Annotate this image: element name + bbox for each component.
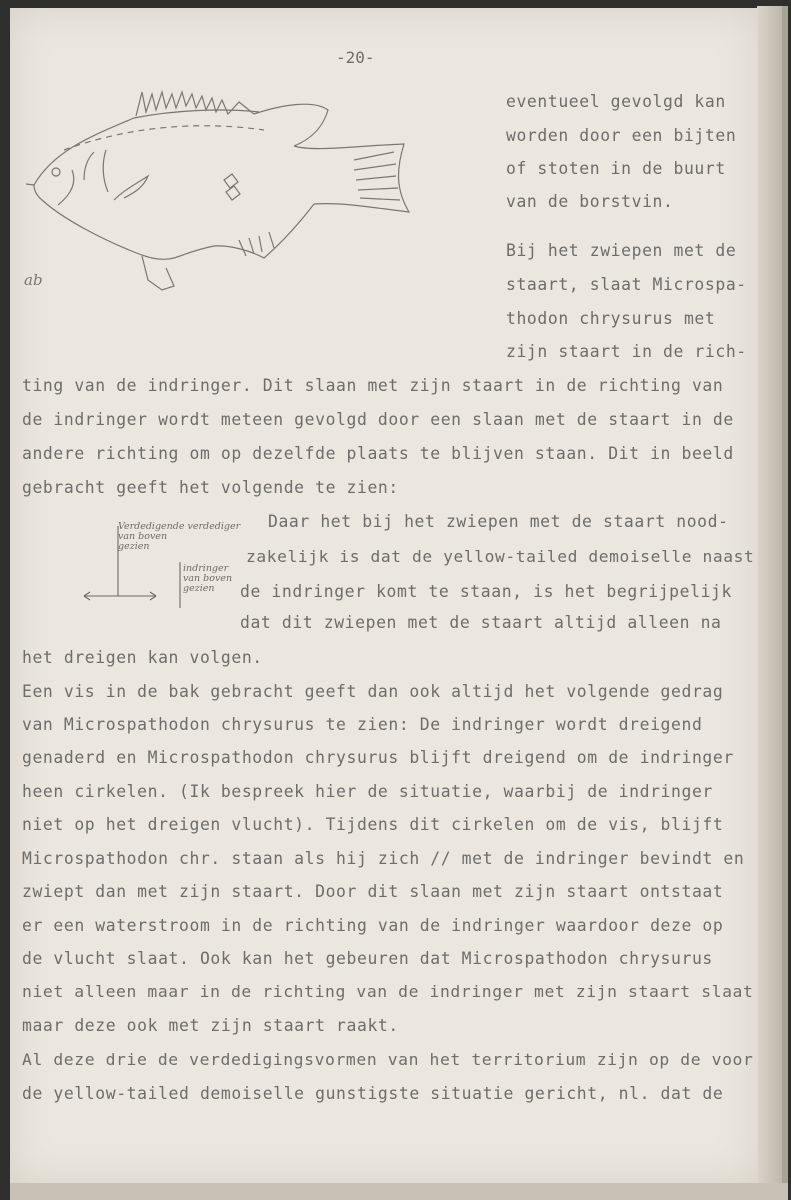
right-column-line: worden door een bijten [506,126,737,145]
diagram-label-defender: Verdedigende verdediger van boven gezien [118,521,241,552]
page-edge [757,6,783,1184]
body-line: zwiept dan met zijn staart. Door dit slaan met zijn staart ontstaat [22,882,724,901]
right-column-line: of stoten in de buurt [506,159,726,178]
body-line: de vlucht slaat. Ook kan het gebeuren dat Microspathodon chrysurus [22,949,713,968]
right-column-line: van de borstvin. [506,192,674,211]
right-column-line: Bij het zwiepen met de [506,241,737,260]
body-line: maar deze ook met zijn staart raakt. [22,1016,399,1035]
body-line: er een waterstroom in de richting van de indringer waardoor deze op [22,916,724,935]
margin-annotation: ab [24,271,43,289]
right-column-line: thodon chrysurus met [506,309,716,328]
right-column-line: zijn staart in de rich- [506,342,747,361]
body-line: de indringer wordt meteen gevolgd door een slaan met de staart in de [22,410,734,429]
right-column-line: staart, slaat Microspa- [506,275,747,294]
body-line: gebracht geeft het volgende te zien: [22,478,399,497]
page-number: -20- [336,48,375,67]
page-edge-shadow [782,6,788,1184]
body-line: ting van de indringer. Dit slaan met zijn staart in de richting van [22,376,724,395]
body-line: van Microspathodon chrysurus te zien: De indringer wordt dreigend [22,715,703,734]
body-line: Een vis in de bak gebracht geeft dan ook altijd het volgende gedrag [22,682,724,701]
right-column-line: eventueel gevolgd kan [506,92,726,111]
body-line: het dreigen kan volgen. [22,648,263,667]
fish-illustration [24,80,424,300]
document-page [10,8,758,1183]
body-line: heen cirkelen. (Ik bespreek hier de situatie, waarbij de indringer [22,782,713,801]
body-line: niet op het dreigen vlucht). Tijdens dit cirkelen om de vis, blijft [22,815,724,834]
body-line: de yellow-tailed demoiselle gunstigste situatie gericht, nl. dat de [22,1084,724,1103]
body-line: Al deze drie de verdedigingsvormen van het territorium zijn op de voor [22,1050,754,1069]
body-line: dat dit zwiepen met de staart altijd alleen na [240,613,722,632]
body-line: andere richting om op dezelfde plaats te blijven staan. Dit in beeld [22,444,734,463]
body-line: de indringer komt te staan, is het begrijpelijk [240,582,732,601]
body-line: Microspathodon chr. staan als hij zich // met de indringer bevindt en [22,849,745,868]
diagram-label-intruder: indringer van boven gezien [183,563,233,594]
body-line: Daar het bij het zwiepen met de staart nood- [268,512,729,531]
body-line: niet alleen maar in de richting van de indringer met zijn staart slaat [22,982,754,1001]
page-bottom-strip [10,1183,788,1200]
body-line: genaderd en Microspathodon chrysurus blijft dreigend om de indringer [22,748,734,767]
body-line: zakelijk is dat de yellow-tailed demoiselle naast [246,547,755,566]
